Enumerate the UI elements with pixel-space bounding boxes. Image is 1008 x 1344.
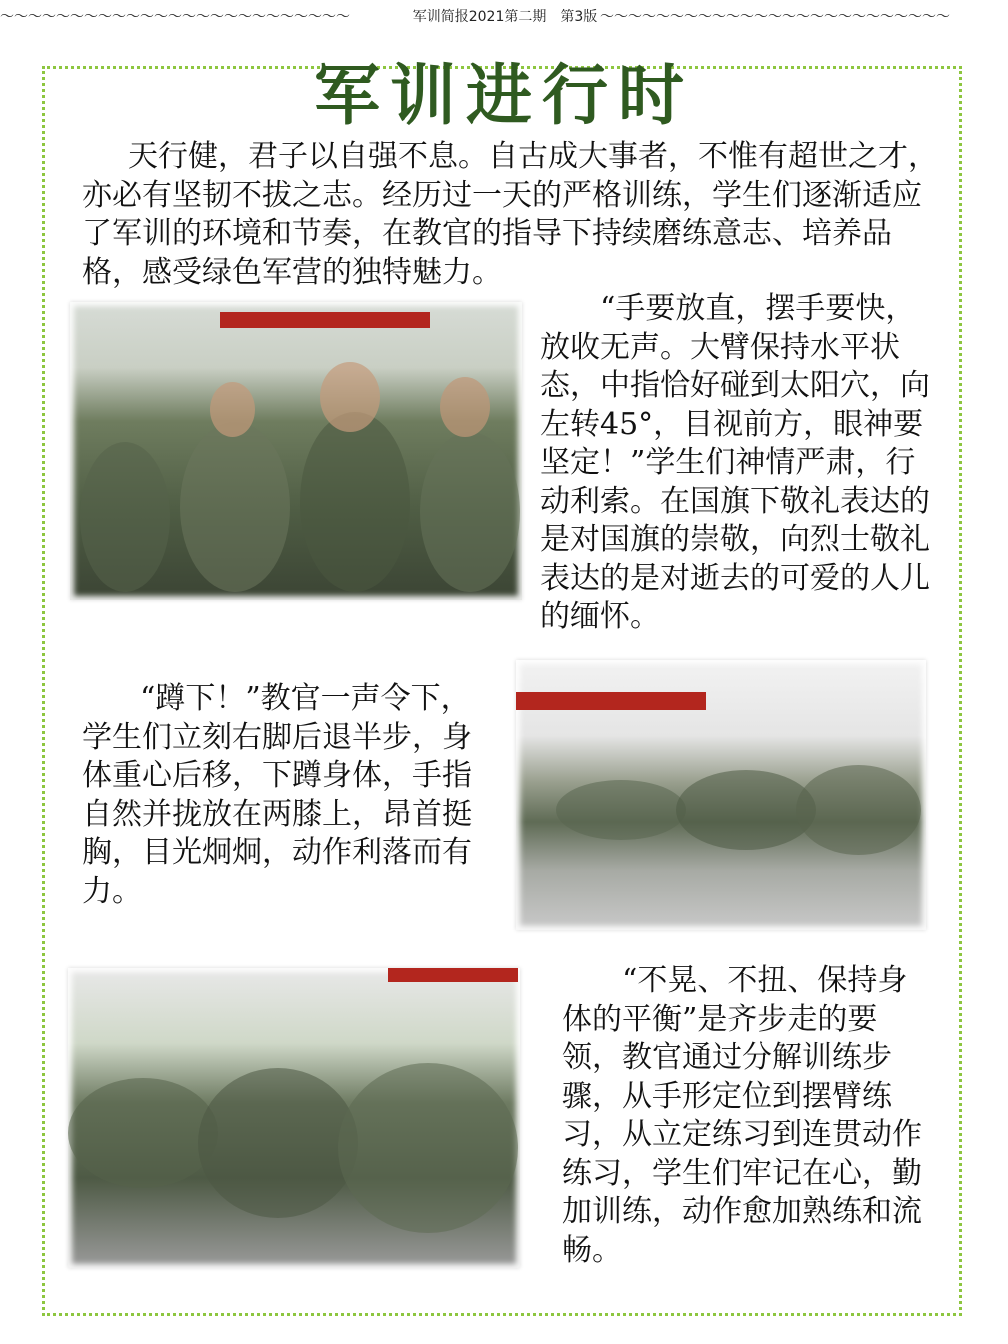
header-wave-right: ～～～～～～～～～～～～～～～～～～～～～～～～～ <box>600 9 950 25</box>
salute-paragraph: “手要放直，摆手要快，放收无声。大臂保持水平状态，中指恰好碰到太阳穴，向左转45°，目视前方，眼神要坚定！”学生们神情严肃，行动利索。在国旗下敬礼表达的是对国旗的崇敬，向烈士敬礼表达的是对逝去的可爱的人儿的缅怀。 <box>540 291 930 634</box>
page-header <box>0 6 1008 28</box>
intro-paragraph: 天行健，君子以自强不息。自古成大事者，不惟有超世之才，亦必有坚韧不拔之志。经历过一天的严格训练，学生们逐渐适应了军训的环境和节奏，在教官的指导下持续磨练意志、培养品格，感受绿色军营的独特魅力。 <box>82 139 938 290</box>
photo-march <box>68 968 520 1268</box>
article-title: 军训进行时 <box>314 56 694 134</box>
header-wave-left: ～～～～～～～～～～～～～～～～～～～～～～～～～ <box>0 9 350 25</box>
header-title: 军训简报2021第二期 第3版 <box>412 9 598 25</box>
photo-squat <box>516 660 926 930</box>
photo-salute <box>70 302 522 600</box>
march-paragraph: “不晃、不扭、保持身体的平衡”是齐步走的要领，教官通过分解训练步骤，从手形定位到摆臂练习，从立定练习到连贯动作练习，学生们牢记在心，勤加训练，动作愈加熟练和流畅。 <box>562 963 922 1268</box>
squat-paragraph: “蹲下！”教官一声令下，学生们立刻右脚后退半步，身体重心后移，下蹲身体，手指自然并拢放在两膝上，昂首挺胸，目光炯炯，动作利落而有力。 <box>82 681 472 909</box>
